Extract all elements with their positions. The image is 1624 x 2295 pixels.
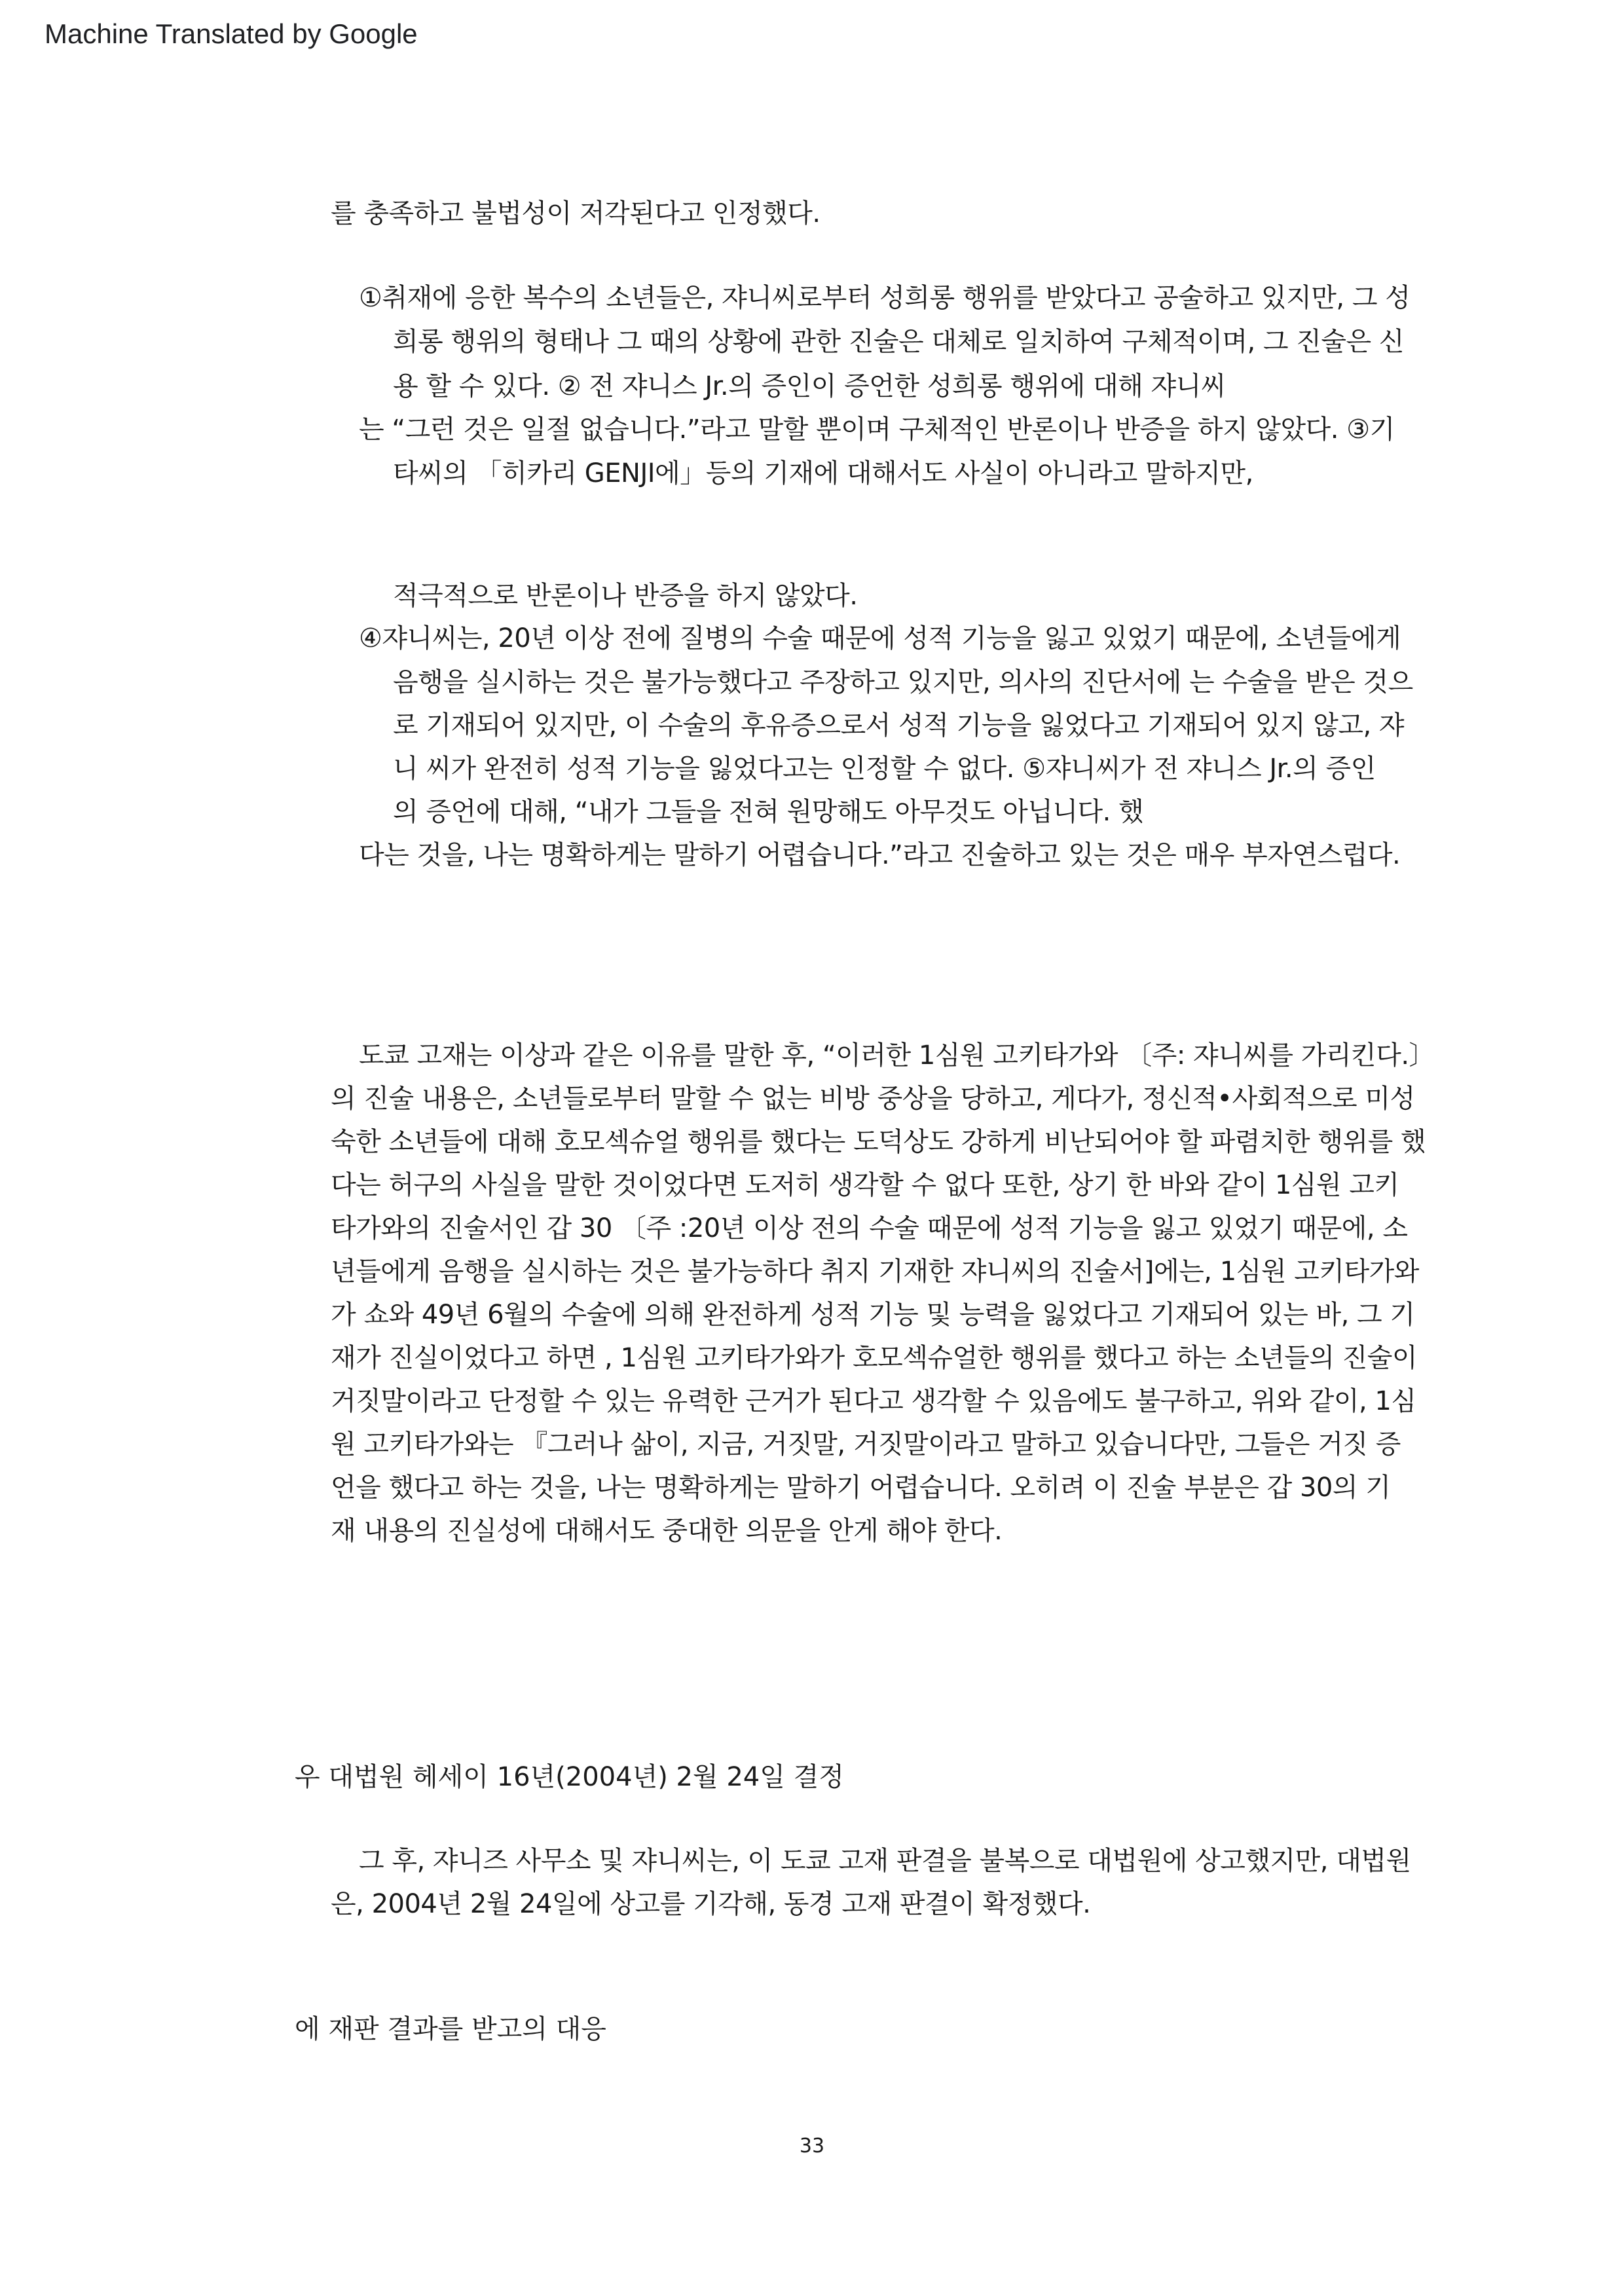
list-item-2: 용 할 수 있다. ② 전 쟈니스 Jr.의 증인이 증언한 성희롱 행위에 대해 쟈니씨: [393, 371, 1226, 401]
body-text-line: 의 증언에 대해, “내가 그들을 전혀 원망해도 아무것도 아닙니다. 했: [393, 797, 1144, 827]
machine-translation-banner: Machine Translated by Google: [45, 18, 418, 49]
body-text-line: 다는 허구의 사실을 말한 것이었다면 도저히 생각할 수 없다 또한, 상기 한 바와 같이 1심원 고키: [331, 1170, 1399, 1200]
list-item-3: 는 “그런 것은 일절 없습니다.”라고 말할 뿐이며 구체적인 반론이나 반증을 하지 않았다. ③기: [359, 414, 1395, 445]
body-text-line: 의 진술 내용은, 소년들로부터 말할 수 없는 비방 중상을 당하고, 게다가, 정신적•사회적으로 미성: [331, 1084, 1415, 1114]
body-text-line: 타가와의 진술서인 갑 30 〔주 :20년 이상 전의 수술 때문에 성적 기능을 잃고 있었기 때문에, 소: [331, 1213, 1408, 1243]
body-text-line: 가 쇼와 49년 6월의 수술에 의해 완전하게 성적 기능 및 능력을 잃었다고 기재되어 있는 바, 그 기: [331, 1300, 1415, 1330]
body-text-line: 은, 2004년 2월 24일에 상고를 기각해, 동경 고재 판결이 확정했다.: [331, 1889, 1091, 1919]
body-text-line: 다는 것을, 나는 명확하게는 말하기 어렵습니다.”라고 진술하고 있는 것은 매우 부자연스럽다.: [359, 840, 1401, 870]
body-text-line: 재 내용의 진실성에 대해서도 중대한 의문을 안게 해야 한다.: [331, 1516, 1003, 1546]
body-text-line: 년들에게 음행을 실시하는 것은 불가능하다 취지 기재한 쟈니씨의 진술서]에는, 1심원 고키타가와: [331, 1257, 1419, 1287]
paragraph-start: 그 후, 쟈니즈 사무소 및 쟈니씨는, 이 도쿄 고재 판결을 불복으로 대법원에 상고했지만, 대법원: [359, 1846, 1411, 1876]
body-text-line: 타씨의 「히카리 GENJI에」등의 기재에 대해서도 사실이 아니라고 말하지만,: [393, 458, 1253, 488]
body-text-line: 로 기재되어 있지만, 이 수술의 후유증으로서 성적 기능을 잃었다고 기재되어 있지 않고, 쟈: [393, 710, 1405, 741]
list-item-1: ①취재에 응한 복수의 소년들은, 쟈니씨로부터 성희롱 행위를 받았다고 공술하고 있지만, 그 성: [359, 283, 1411, 313]
body-text-line: 재가 진실이었다고 하면 , 1심원 고키타가와가 호모섹슈얼한 행위를 했다고 하는 소년들의 진술이: [331, 1343, 1417, 1373]
body-text-line: 거짓말이라고 단정할 수 있는 유력한 근거가 된다고 생각할 수 있음에도 불구하고, 위와 같이, 1심: [331, 1386, 1416, 1416]
paragraph-start: 도쿄 고재는 이상과 같은 이유를 말한 후, “이러한 1심원 고키타가와 〔주: 쟈니씨를 가리킨다.〕: [359, 1040, 1435, 1071]
list-item-5: 니 씨가 완전히 성적 기능을 잃었다고는 인정할 수 없다. ⑤쟈니씨가 전 쟈니스 Jr.의 증인: [393, 754, 1376, 784]
body-text-line: 음행을 실시하는 것은 불가능했다고 주장하고 있지만, 의사의 진단서에 는 수술을 받은 것으: [393, 667, 1413, 697]
page-number: 33: [799, 2135, 825, 2157]
body-text-line: 희롱 행위의 형태나 그 때의 상황에 관한 진술은 대체로 일치하여 구체적이며, 그 진술은 신: [393, 327, 1405, 357]
section-heading: 우 대법원 헤세이 16년(2004년) 2월 24일 결정: [295, 1762, 844, 1792]
list-item-4: ④쟈니씨는, 20년 이상 전에 질병의 수술 때문에 성적 기능을 잃고 있었기 때문에, 소년들에게: [359, 623, 1401, 653]
body-text-line: 를 충족하고 불법성이 저각된다고 인정했다.: [331, 198, 821, 229]
body-text-line: 언을 했다고 하는 것을, 나는 명확하게는 말하기 어렵습니다. 오히려 이 진술 부분은 갑 30의 기: [331, 1473, 1391, 1503]
body-text-line: 원 고키타가와는 『그러나 삶이, 지금, 거짓말, 거짓말이라고 말하고 있습니다만, 그들은 거짓 증: [331, 1429, 1401, 1460]
body-text-line: 적극적으로 반론이나 반증을 하지 않았다.: [393, 581, 858, 611]
section-heading: 에 재판 결과를 받고의 대응: [295, 2014, 606, 2044]
body-text-line: 숙한 소년들에 대해 호모섹슈얼 행위를 했다는 도덕상도 강하게 비난되어야 할 파렴치한 행위를 했: [331, 1127, 1426, 1157]
